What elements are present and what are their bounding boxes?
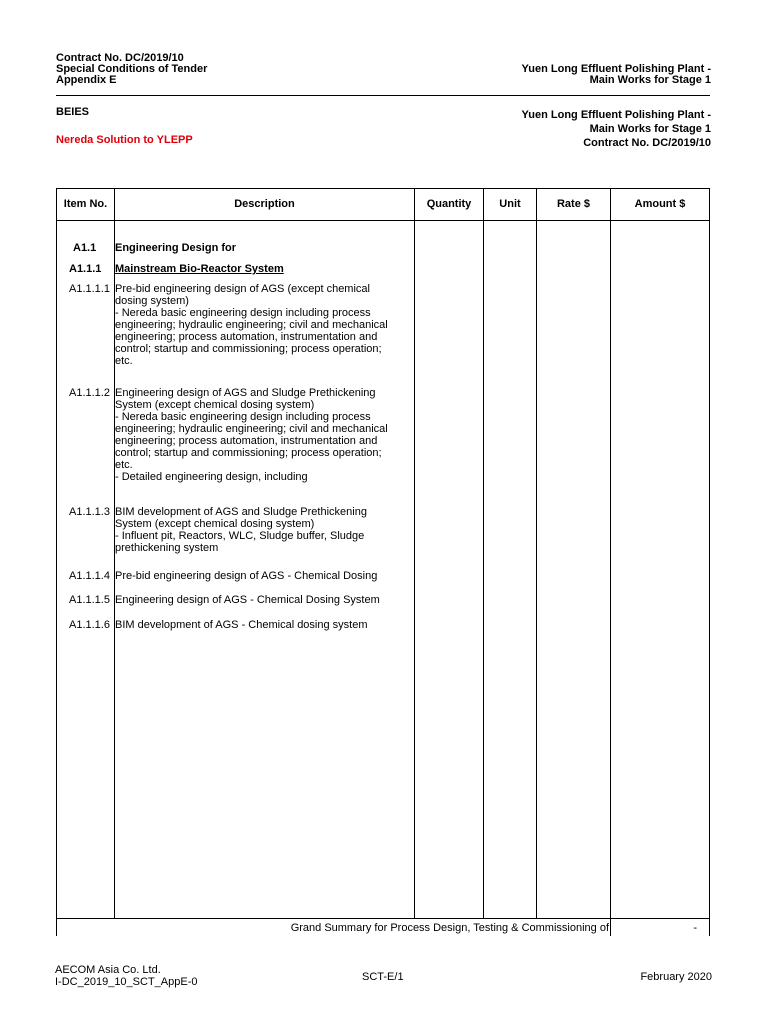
desc-line: engineering; process automation, instrumentation and [115,435,378,447]
col-header-rate: Rate $ [556,198,591,210]
sub-contract-no: Contract No. DC/2019/10 [583,137,711,149]
org-label: BEIES [56,106,90,118]
row-description [115,283,413,367]
sub-project-name: Yuen Long Effluent Polishing Plant - [521,109,711,121]
col-border-left [56,188,57,936]
subheader-right [522,108,711,150]
desc-line: Engineering design of AGS and Sludge Prethickening [115,387,376,399]
table-header-border [56,220,710,221]
col-border-rate [610,188,611,936]
desc-line: - Nereda basic engineering design including process [115,411,371,423]
desc-line: System (except chemical dosing system) [115,399,315,411]
row-description [115,594,413,606]
grand-summary-amount: - [693,922,697,934]
desc-line: BIM development of AGS and Sludge Prethickening [115,506,367,518]
desc-line: Pre-bid engineering design of AGS - Chemical Dosing [115,570,378,582]
row-item-no: A1.1.1.2 [69,387,110,399]
desc-line: - Influent pit, Reactors, WLC, Sludge buffer, Sludge [115,530,365,542]
section-title: Engineering Design for [115,242,237,254]
row-description [115,619,413,631]
col-header-item-no: Item No. [63,198,108,210]
desc-line: Engineering design of AGS - Chemical Dosing System [115,594,380,606]
desc-line: etc. [115,459,133,471]
row-description [115,387,413,483]
col-header-quantity: Quantity [426,198,472,210]
desc-line: engineering; process automation, instrumentation and [115,331,378,343]
desc-line: System (except chemical dosing system) [115,518,315,530]
desc-line: - Detailed engineering design, including [115,471,308,483]
company-name: AECOM Asia Co. Ltd. [55,964,161,976]
col-border-qty [483,188,484,919]
desc-line: - Nereda basic engineering design including process [115,307,371,319]
row-item-no: A1.1.1.1 [69,283,110,295]
footer-left [55,964,197,988]
col-header-unit: Unit [499,198,521,210]
row-description [115,570,413,582]
row-item-no: A1.1.1.3 [69,506,110,518]
tender-conditions: Special Conditions of Tender [56,63,208,75]
appendix-label: Appendix E [56,74,117,86]
contract-header-left [56,53,207,86]
project-name: Yuen Long Effluent Polishing Plant - [521,63,711,75]
col-header-amount: Amount $ [634,198,686,210]
table-body-bottom-border [56,918,710,919]
row-item-no: A1.1.1.5 [69,594,110,606]
desc-line: prethickening system [115,542,219,554]
solution-label: Nereda Solution to YLEPP [56,134,193,146]
project-header-right [522,64,711,86]
col-border-desc [414,188,415,919]
document-ref: I-DC_2019_10_SCT_AppE-0 [55,976,198,988]
desc-line: dosing system) [115,295,189,307]
desc-line: etc. [115,355,133,367]
subsection-title: Mainstream Bio-Reactor System [115,263,284,275]
desc-line: BIM development of AGS - Chemical dosing system [115,619,368,631]
desc-line: control; startup and commissioning; process operation; [115,343,382,355]
grand-summary-label: Grand Summary for Process Design, Testing & Commissioning of [290,922,609,934]
desc-line: engineering; hydraulic engineering; civil and mechanical [115,319,388,331]
contract-no: Contract No. DC/2019/10 [56,52,184,64]
desc-line: Pre-bid engineering design of AGS (except chemical [115,283,370,295]
row-description [115,506,413,554]
desc-line: engineering; hydraulic engineering; civil and mechanical [115,423,388,435]
subsection-item-no: A1.1.1 [69,263,102,275]
col-header-description: Description [234,198,295,210]
row-item-no: A1.1.1.4 [69,570,110,582]
row-item-no: A1.1.1.6 [69,619,110,631]
project-stage: Main Works for Stage 1 [589,74,711,86]
sub-project-stage: Main Works for Stage 1 [589,123,711,135]
page-number: SCT-E/1 [362,971,404,983]
header-rule [56,95,710,96]
footer-date: February 2020 [640,971,712,983]
desc-line: control; startup and commissioning; process operation; [115,447,382,459]
table-top-border [56,188,710,189]
section-item-no: A1.1 [73,242,97,254]
col-border-right [709,188,710,936]
col-border-unit [536,188,537,919]
